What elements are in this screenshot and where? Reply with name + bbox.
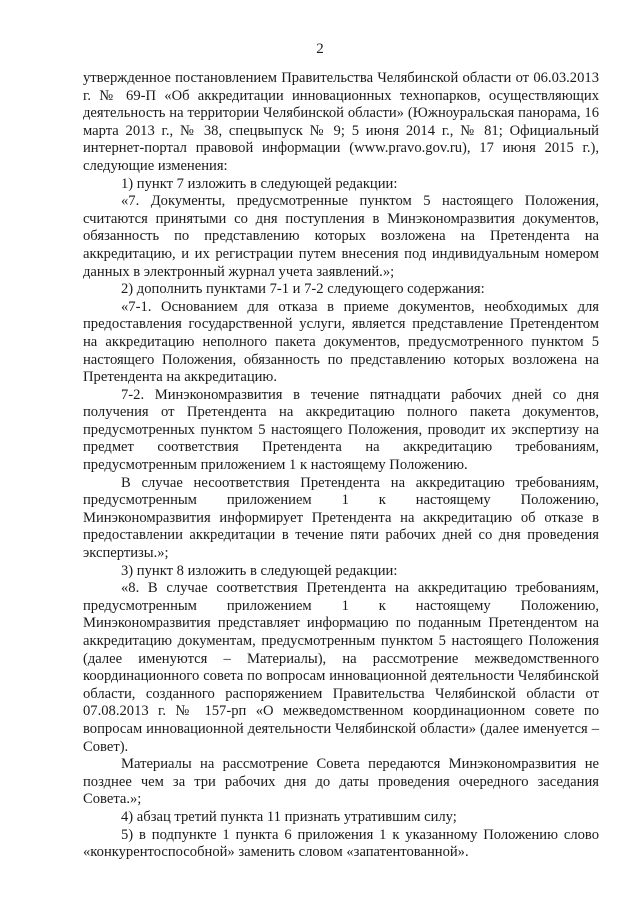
paragraph-clause-8: «8. В случае соответствия Претендента на аккредитацию требованиям, предусмотренным приложением 1 к настоящему Положению, Минэкономразвития представляет информацию по поданным Претендентом на аккредитацию документам, предусмотренным пунктом 5 настоящего Положения (далее именуются – Материалы), на рассмотрение межведомственного координационного совета по вопросам инновационной деятельности Челябинской области, созданного распоряжением Правительства Челябинской области от 07.08.2013 г. № 157-рп «О межведомственном координационном совете по вопросам инновационной деятельности Челябинской области» (далее именуется – Совет). — [83, 580, 599, 755]
paragraph-item-5: 5) в подпункте 1 пункта 6 приложения 1 к указанному Положению слово «конкурентоспособной» заменить словом «запатентованной». — [83, 826, 599, 861]
paragraph-item-4: 4) абзац третий пункта 11 признать утратившим силу; — [121, 808, 457, 825]
paragraph-item-2: 2) дополнить пунктами 7-1 и 7-2 следующего содержания: — [121, 281, 485, 298]
paragraph-item-1: 1) пункт 7 изложить в следующей редакции: — [121, 175, 398, 192]
paragraph-item-3: 3) пункт 8 изложить в следующей редакции: — [121, 562, 398, 579]
document-body — [83, 70, 599, 862]
paragraph-clause-8-materials: Материалы на рассмотрение Совета передаются Минэкономразвития не позднее чем за три рабочих дня до даты проведения очередного заседания Совета.»; — [83, 756, 599, 808]
paragraph-clause-7-2: 7-2. Минэкономразвития в течение пятнадцати рабочих дней со дня получения от Претендента на аккредитацию полного пакета документов, предусмотренных пунктом 5 настоящего Положения, проводит их экспертизу на предмет соответствия Претендента на аккредитацию требованиям, предусмотренным приложением 1 к настоящему Положению. — [83, 386, 599, 474]
page-number: 2 — [316, 41, 324, 57]
paragraph-clause-7-1: «7-1. Основанием для отказа в приеме документов, необходимых для предоставления государственной услуги, является представление Претендентом на аккредитацию неполного пакета документов, предусмотренного пунктом 5 настоящего Положения, обязанность по представлению которых возложена на Претендента на аккредитацию. — [83, 298, 599, 386]
paragraph-intro-continuation: утвержденное постановлением Правительства Челябинской области от 06.03.2013 г. № 69-П «Об аккредитации инновационных технопарков, осуществляющих деятельность на территории Челябинской области» (Южноуральская панорама, 16 марта 2013 г., № 38, спецвыпуск № 9; 5 июня 2014 г., № 81; Официальный интернет-портал правовой информации (www.pravo.gov.ru), 17 июня 2015 г.), следующие изменения: — [83, 70, 599, 174]
paragraph-clause-7-2-refusal: В случае несоответствия Претендента на аккредитацию требованиям, предусмотренным приложением 1 к настоящему Положению, Минэкономразвития информирует Претендента на аккредитацию об отказе в предоставлении аккредитации в течение пяти рабочих дней со дня проведения экспертизы.»; — [83, 474, 599, 562]
paragraph-clause-7: «7. Документы, предусмотренные пунктом 5 настоящего Положения, считаются принятыми со дня поступления в Минэкономразвития документов, обязанность по представлению которых возложена на Претендента на аккредитацию, и их регистрации путем внесения под индивидуальным номером данных в электронный журнал учета заявлений.»; — [83, 193, 599, 280]
